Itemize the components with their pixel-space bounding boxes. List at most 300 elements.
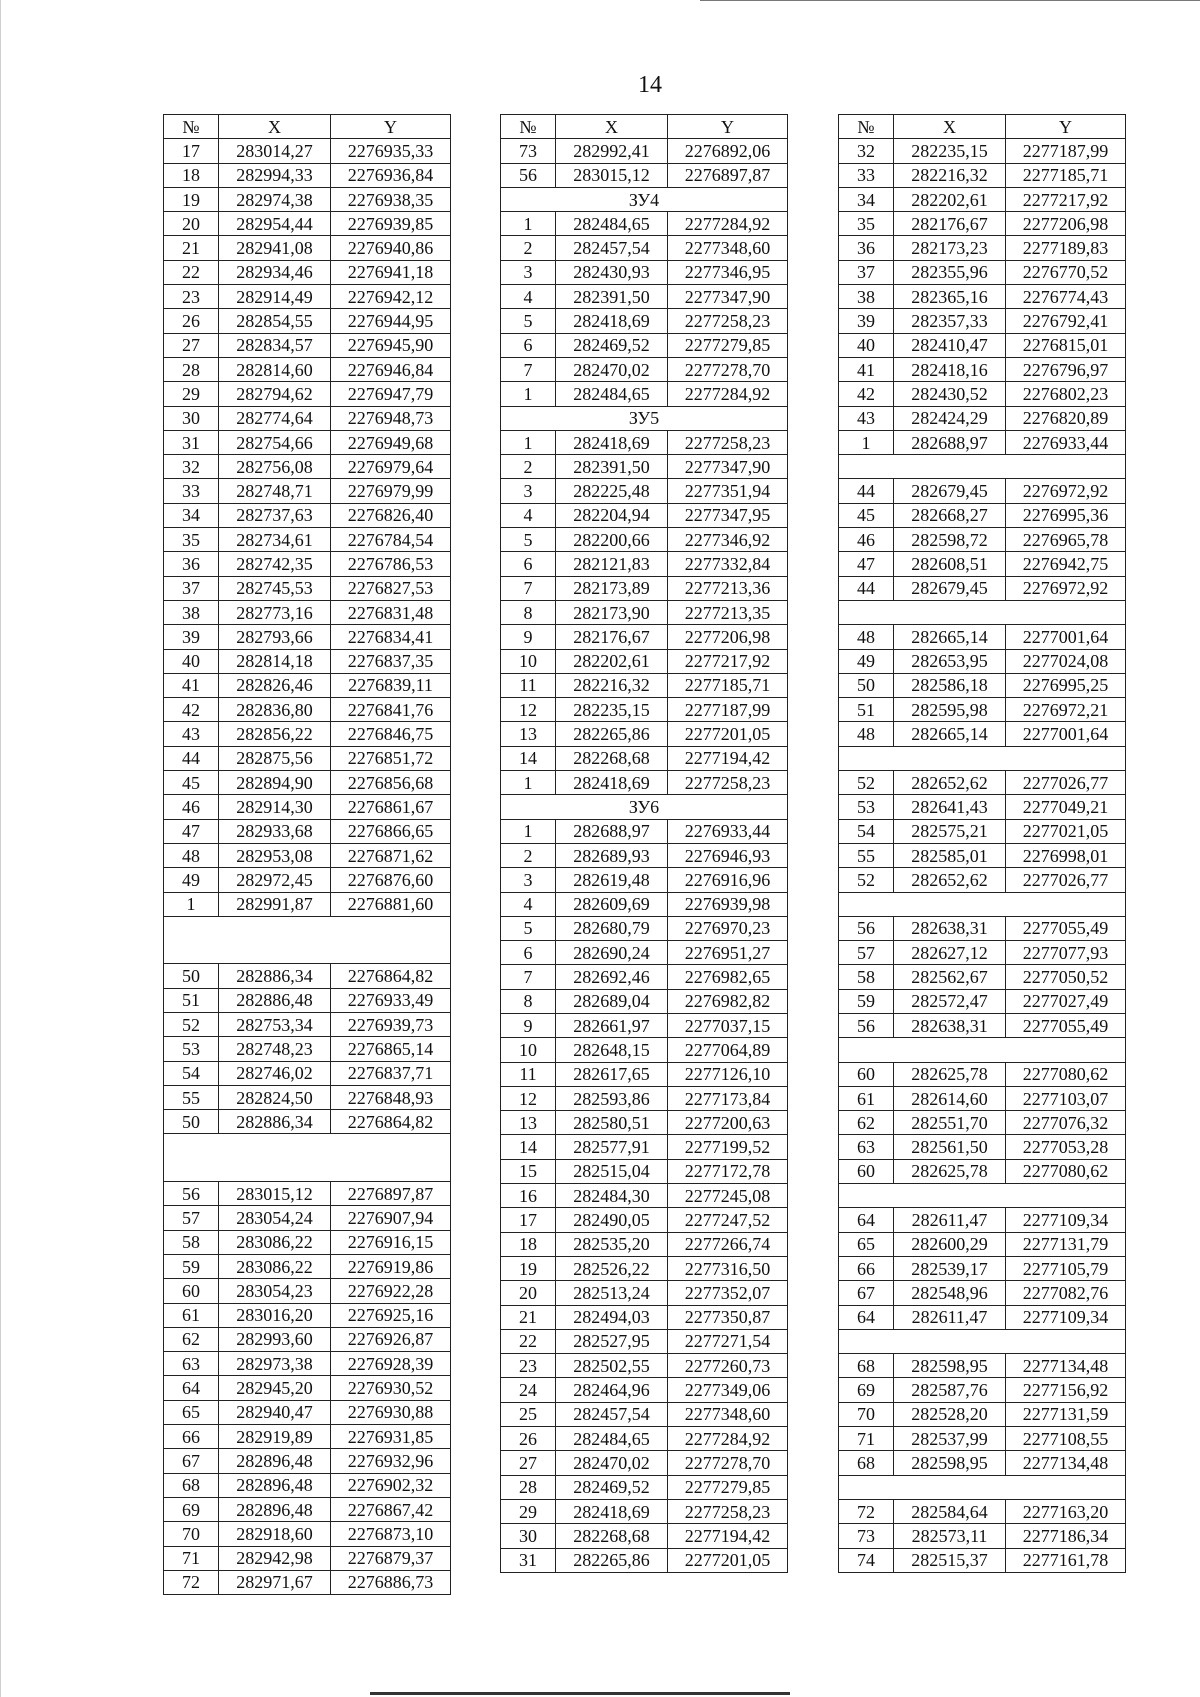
point-number: 68	[839, 1451, 894, 1475]
point-number: 36	[839, 236, 894, 260]
coord-x: 283054,23	[219, 1279, 331, 1303]
table-row	[501, 1451, 788, 1475]
coord-x: 282202,61	[556, 649, 668, 673]
coord-x: 282875,56	[219, 746, 331, 770]
coord-y: 2277037,15	[668, 1013, 788, 1037]
table-row	[164, 1279, 451, 1303]
coord-y: 2276846,75	[331, 722, 451, 746]
table-row	[501, 868, 788, 892]
point-number: 62	[839, 1111, 894, 1135]
table-row	[164, 1497, 451, 1521]
table-row	[164, 139, 451, 163]
coord-x: 282668,27	[894, 503, 1006, 527]
coord-x: 282793,66	[219, 625, 331, 649]
point-number: 3	[501, 260, 556, 284]
coord-y: 2277347,95	[668, 503, 788, 527]
table-row	[164, 309, 451, 333]
coord-y: 2277351,94	[668, 479, 788, 503]
point-number: 29	[164, 382, 219, 406]
table-row	[501, 430, 788, 454]
point-number: 50	[164, 1110, 219, 1134]
table-row	[164, 576, 451, 600]
coord-x: 282535,20	[556, 1232, 668, 1256]
table-row	[501, 600, 788, 624]
coord-x: 282502,55	[556, 1354, 668, 1378]
point-number: 35	[164, 528, 219, 552]
coord-y: 2276979,64	[331, 455, 451, 479]
point-number: 61	[839, 1086, 894, 1110]
coord-x: 282526,22	[556, 1256, 668, 1280]
table-row	[839, 1086, 1126, 1110]
coord-y: 2276861,67	[331, 795, 451, 819]
table-row	[164, 479, 451, 503]
coord-y: 2277053,28	[1006, 1135, 1126, 1159]
table-row	[501, 1086, 788, 1110]
point-number: 60	[164, 1279, 219, 1303]
point-number: 48	[839, 722, 894, 746]
point-number: 39	[164, 625, 219, 649]
table-header-row	[839, 115, 1126, 139]
point-number: 8	[501, 989, 556, 1013]
point-number: 69	[164, 1497, 219, 1521]
table-row	[839, 989, 1126, 1013]
coord-y: 2277026,77	[1006, 771, 1126, 795]
point-number: 9	[501, 1013, 556, 1037]
point-number: 52	[164, 1012, 219, 1036]
coord-y: 2276922,28	[331, 1279, 451, 1303]
table-row	[839, 333, 1126, 357]
table-row	[164, 1230, 451, 1254]
separator-cell	[839, 600, 1126, 624]
separator-cell	[839, 1184, 1126, 1208]
table-row	[839, 965, 1126, 989]
coord-y: 2276864,82	[331, 1110, 451, 1134]
coord-x: 282225,48	[556, 479, 668, 503]
coord-y: 2277206,98	[1006, 212, 1126, 236]
point-number: 12	[501, 698, 556, 722]
point-number: 45	[839, 503, 894, 527]
table-row	[164, 406, 451, 430]
coord-x: 282690,24	[556, 941, 668, 965]
coord-x: 282754,66	[219, 430, 331, 454]
coord-x: 282494,03	[556, 1305, 668, 1329]
coord-x: 282173,90	[556, 600, 668, 624]
coord-y: 2276946,84	[331, 357, 451, 381]
coord-x: 282515,04	[556, 1159, 668, 1183]
coord-x: 282679,45	[894, 576, 1006, 600]
table-row	[839, 1208, 1126, 1232]
coord-x: 282652,62	[894, 868, 1006, 892]
coord-x: 282600,29	[894, 1232, 1006, 1256]
coord-x: 282991,87	[219, 892, 331, 916]
table-row	[501, 552, 788, 576]
page-edge-line	[0, 0, 1, 1697]
coord-y: 2277108,55	[1006, 1427, 1126, 1451]
coord-x: 282527,95	[556, 1329, 668, 1353]
table-row	[164, 746, 451, 770]
coord-y: 2276827,53	[331, 576, 451, 600]
point-number: 11	[501, 1062, 556, 1086]
table-row	[164, 503, 451, 527]
coord-y: 2277134,48	[1006, 1451, 1126, 1475]
coord-x: 282919,89	[219, 1425, 331, 1449]
table-row	[164, 1012, 451, 1036]
separator-row	[839, 455, 1126, 479]
zone-header-row	[501, 187, 788, 211]
coord-y: 2277055,49	[1006, 916, 1126, 940]
coordinates-table-2	[500, 114, 788, 1573]
coord-y: 2276945,90	[331, 333, 451, 357]
table-row	[501, 1013, 788, 1037]
table-row	[839, 795, 1126, 819]
point-number: 41	[164, 673, 219, 697]
coord-y: 2277346,92	[668, 528, 788, 552]
separator-row	[164, 1134, 451, 1182]
coord-y: 2277185,71	[1006, 163, 1126, 187]
point-number: 1	[501, 819, 556, 843]
coord-x: 282585,01	[894, 843, 1006, 867]
point-number: 72	[839, 1499, 894, 1523]
coord-y: 2276916,96	[668, 868, 788, 892]
table-row	[839, 1013, 1126, 1037]
coord-y: 2277279,85	[668, 333, 788, 357]
coord-x: 282484,30	[556, 1184, 668, 1208]
coord-x: 282854,55	[219, 309, 331, 333]
coord-y: 2277064,89	[668, 1038, 788, 1062]
coord-x: 282680,79	[556, 916, 668, 940]
coord-y: 2277185,71	[668, 673, 788, 697]
coord-x: 282933,68	[219, 819, 331, 843]
coord-x: 282595,98	[894, 698, 1006, 722]
coord-y: 2277266,74	[668, 1232, 788, 1256]
table-row	[501, 1208, 788, 1232]
coord-x: 282584,64	[894, 1499, 1006, 1523]
point-number: 59	[839, 989, 894, 1013]
coord-y: 2277156,92	[1006, 1378, 1126, 1402]
table-row	[164, 260, 451, 284]
coord-x: 282391,50	[556, 455, 668, 479]
separator-row	[839, 1184, 1126, 1208]
table-row	[839, 819, 1126, 843]
point-number: 23	[501, 1354, 556, 1378]
coord-y: 2277161,78	[1006, 1548, 1126, 1572]
coord-y: 2276770,52	[1006, 260, 1126, 284]
point-number: 74	[839, 1548, 894, 1572]
coord-x: 282457,54	[556, 1402, 668, 1426]
table-row	[501, 625, 788, 649]
point-number: 19	[501, 1256, 556, 1280]
coord-x: 283015,12	[219, 1182, 331, 1206]
point-number: 65	[839, 1232, 894, 1256]
point-number: 8	[501, 600, 556, 624]
coord-x: 282216,32	[556, 673, 668, 697]
table-row	[501, 673, 788, 697]
point-number: 12	[501, 1086, 556, 1110]
table-row	[164, 771, 451, 795]
coord-x: 282365,16	[894, 285, 1006, 309]
table-row	[501, 1281, 788, 1305]
coord-y: 2276995,36	[1006, 503, 1126, 527]
coord-y: 2276866,65	[331, 819, 451, 843]
coord-x: 282410,47	[894, 333, 1006, 357]
coord-y: 2277049,21	[1006, 795, 1126, 819]
coord-y: 2276774,43	[1006, 285, 1126, 309]
coord-x: 282464,96	[556, 1378, 668, 1402]
point-number: 4	[501, 892, 556, 916]
point-number: 56	[839, 916, 894, 940]
coord-x: 283086,22	[219, 1254, 331, 1278]
coord-y: 2276784,54	[331, 528, 451, 552]
point-number: 32	[839, 139, 894, 163]
table-row	[839, 722, 1126, 746]
table-row	[164, 1473, 451, 1497]
bottom-rule	[370, 1692, 790, 1695]
coord-y: 2277189,83	[1006, 236, 1126, 260]
coord-y: 2277082,76	[1006, 1281, 1126, 1305]
table-row	[839, 1354, 1126, 1378]
table-row	[501, 236, 788, 260]
coord-y: 2277001,64	[1006, 722, 1126, 746]
point-number: 25	[501, 1402, 556, 1426]
coord-y: 2276972,21	[1006, 698, 1126, 722]
coord-y: 2277350,87	[668, 1305, 788, 1329]
coord-x: 282216,32	[894, 163, 1006, 187]
point-number: 5	[501, 916, 556, 940]
table-row	[501, 771, 788, 795]
coord-x: 282653,95	[894, 649, 1006, 673]
coord-x: 282836,80	[219, 698, 331, 722]
coord-y: 2276939,98	[668, 892, 788, 916]
point-number: 63	[839, 1135, 894, 1159]
point-number: 56	[839, 1013, 894, 1037]
coord-y: 2277346,95	[668, 260, 788, 284]
point-number: 31	[501, 1548, 556, 1572]
point-number: 1	[501, 212, 556, 236]
coord-x: 282513,24	[556, 1281, 668, 1305]
point-number: 41	[839, 357, 894, 381]
coord-x: 282992,41	[556, 139, 668, 163]
table-row	[164, 964, 451, 988]
coord-x: 282235,15	[556, 698, 668, 722]
point-number: 44	[839, 479, 894, 503]
table-row	[501, 1354, 788, 1378]
point-number: 52	[839, 771, 894, 795]
table-row	[501, 260, 788, 284]
coord-x: 282586,18	[894, 673, 1006, 697]
point-number: 26	[164, 309, 219, 333]
table-row	[501, 819, 788, 843]
point-number: 73	[839, 1524, 894, 1548]
coord-x: 282121,83	[556, 552, 668, 576]
coord-x: 282756,08	[219, 455, 331, 479]
point-number: 10	[501, 649, 556, 673]
point-number: 1	[501, 430, 556, 454]
coord-x: 282418,69	[556, 1499, 668, 1523]
coord-y: 2277348,60	[668, 1402, 788, 1426]
coord-y: 2277278,70	[668, 1451, 788, 1475]
coord-x: 282734,61	[219, 528, 331, 552]
table-row	[164, 673, 451, 697]
coord-x: 282688,97	[894, 430, 1006, 454]
coord-y: 2277258,23	[668, 309, 788, 333]
table-row	[501, 1499, 788, 1523]
coord-y: 2276839,11	[331, 673, 451, 697]
coord-x: 282746,02	[219, 1061, 331, 1085]
coord-y: 2276897,87	[668, 163, 788, 187]
coord-y: 2277332,84	[668, 552, 788, 576]
coord-x: 282814,60	[219, 357, 331, 381]
coord-x: 282934,46	[219, 260, 331, 284]
point-number: 18	[501, 1232, 556, 1256]
coord-y: 2276951,27	[668, 941, 788, 965]
coord-x: 282484,65	[556, 212, 668, 236]
table-row	[501, 1159, 788, 1183]
coord-y: 2277194,42	[668, 746, 788, 770]
page-number: 14	[638, 72, 662, 98]
coord-y: 2276930,52	[331, 1376, 451, 1400]
coord-x: 282794,62	[219, 382, 331, 406]
point-number: 31	[164, 430, 219, 454]
point-number: 27	[164, 333, 219, 357]
point-number: 5	[501, 528, 556, 552]
coord-x: 282593,86	[556, 1086, 668, 1110]
coord-x: 282617,65	[556, 1062, 668, 1086]
point-number: 28	[501, 1475, 556, 1499]
coord-x: 282265,86	[556, 1548, 668, 1572]
top-rule	[700, 0, 1200, 1]
coord-y: 2277348,60	[668, 236, 788, 260]
point-number: 51	[839, 698, 894, 722]
table-row	[839, 698, 1126, 722]
point-number: 42	[164, 698, 219, 722]
table-row	[501, 1548, 788, 1572]
coord-y: 2277187,99	[668, 698, 788, 722]
coord-y: 2276942,75	[1006, 552, 1126, 576]
coord-x: 282490,05	[556, 1208, 668, 1232]
table-row	[839, 576, 1126, 600]
coord-y: 2277126,10	[668, 1062, 788, 1086]
coord-x: 282355,96	[894, 260, 1006, 284]
point-number: 10	[501, 1038, 556, 1062]
table-row	[501, 1135, 788, 1159]
coord-y: 2277186,34	[1006, 1524, 1126, 1548]
coord-x: 282268,68	[556, 746, 668, 770]
coord-x: 282648,15	[556, 1038, 668, 1062]
point-number: 33	[164, 479, 219, 503]
coord-x: 282688,97	[556, 819, 668, 843]
coord-y: 2276867,42	[331, 1497, 451, 1521]
coord-y: 2276897,87	[331, 1182, 451, 1206]
point-number: 36	[164, 552, 219, 576]
table-row	[839, 625, 1126, 649]
separator-cell	[839, 1475, 1126, 1499]
coord-x: 282391,50	[556, 285, 668, 309]
point-number: 9	[501, 625, 556, 649]
table-row	[501, 382, 788, 406]
coord-x: 282745,53	[219, 576, 331, 600]
coord-y: 2277206,98	[668, 625, 788, 649]
coord-y: 2276864,82	[331, 964, 451, 988]
point-number: 51	[164, 988, 219, 1012]
point-number: 17	[164, 139, 219, 163]
coord-x: 282357,33	[894, 309, 1006, 333]
separator-row	[839, 1475, 1126, 1499]
zone-label: ЗУ5	[501, 406, 788, 430]
table-row	[164, 819, 451, 843]
coord-x: 282469,52	[556, 1475, 668, 1499]
coord-y: 2276879,37	[331, 1546, 451, 1570]
coord-y: 2276941,18	[331, 260, 451, 284]
coord-x: 282625,78	[894, 1159, 1006, 1183]
table-row	[839, 1256, 1126, 1280]
coord-y: 2276940,86	[331, 236, 451, 260]
point-number: 6	[501, 333, 556, 357]
table-row	[164, 1085, 451, 1109]
point-number: 71	[164, 1546, 219, 1570]
table-header-row	[501, 115, 788, 139]
table-row	[501, 746, 788, 770]
point-number: 1	[839, 430, 894, 454]
coord-x: 282748,23	[219, 1037, 331, 1061]
point-number: 64	[164, 1376, 219, 1400]
point-number: 33	[839, 163, 894, 187]
coord-y: 2277021,05	[1006, 819, 1126, 843]
coord-y: 2276939,73	[331, 1012, 451, 1036]
coord-x: 282886,48	[219, 988, 331, 1012]
table-row	[839, 1159, 1126, 1183]
coord-y: 2276916,15	[331, 1230, 451, 1254]
coord-y: 2277199,52	[668, 1135, 788, 1159]
table-row	[839, 236, 1126, 260]
point-number: 43	[164, 722, 219, 746]
coord-x: 282886,34	[219, 964, 331, 988]
coord-x: 282418,69	[556, 309, 668, 333]
coord-y: 2277026,77	[1006, 868, 1126, 892]
separator-row	[839, 600, 1126, 624]
table-row	[839, 479, 1126, 503]
table-row	[839, 430, 1126, 454]
point-number: 67	[839, 1281, 894, 1305]
table-row	[839, 1062, 1126, 1086]
coord-y: 2276831,48	[331, 600, 451, 624]
coord-y: 2276935,33	[331, 139, 451, 163]
coord-y: 2276907,94	[331, 1206, 451, 1230]
point-number: 21	[164, 236, 219, 260]
coord-x: 282173,23	[894, 236, 1006, 260]
coord-y: 2277247,52	[668, 1208, 788, 1232]
table-row	[839, 1232, 1126, 1256]
table-row	[839, 1548, 1126, 1572]
point-number: 24	[501, 1378, 556, 1402]
coord-x: 282573,11	[894, 1524, 1006, 1548]
table-row	[501, 1378, 788, 1402]
coord-y: 2277050,52	[1006, 965, 1126, 989]
point-number: 44	[839, 576, 894, 600]
coord-y: 2276947,79	[331, 382, 451, 406]
point-number: 27	[501, 1451, 556, 1475]
point-number: 2	[501, 236, 556, 260]
coord-y: 2277217,92	[668, 649, 788, 673]
point-number: 6	[501, 552, 556, 576]
point-number: 72	[164, 1570, 219, 1594]
point-number: 4	[501, 503, 556, 527]
point-number: 37	[164, 576, 219, 600]
separator-cell	[164, 916, 451, 964]
table-row	[164, 1206, 451, 1230]
coord-x: 282641,43	[894, 795, 1006, 819]
point-number: 66	[839, 1256, 894, 1280]
header-y: Y	[331, 115, 451, 139]
